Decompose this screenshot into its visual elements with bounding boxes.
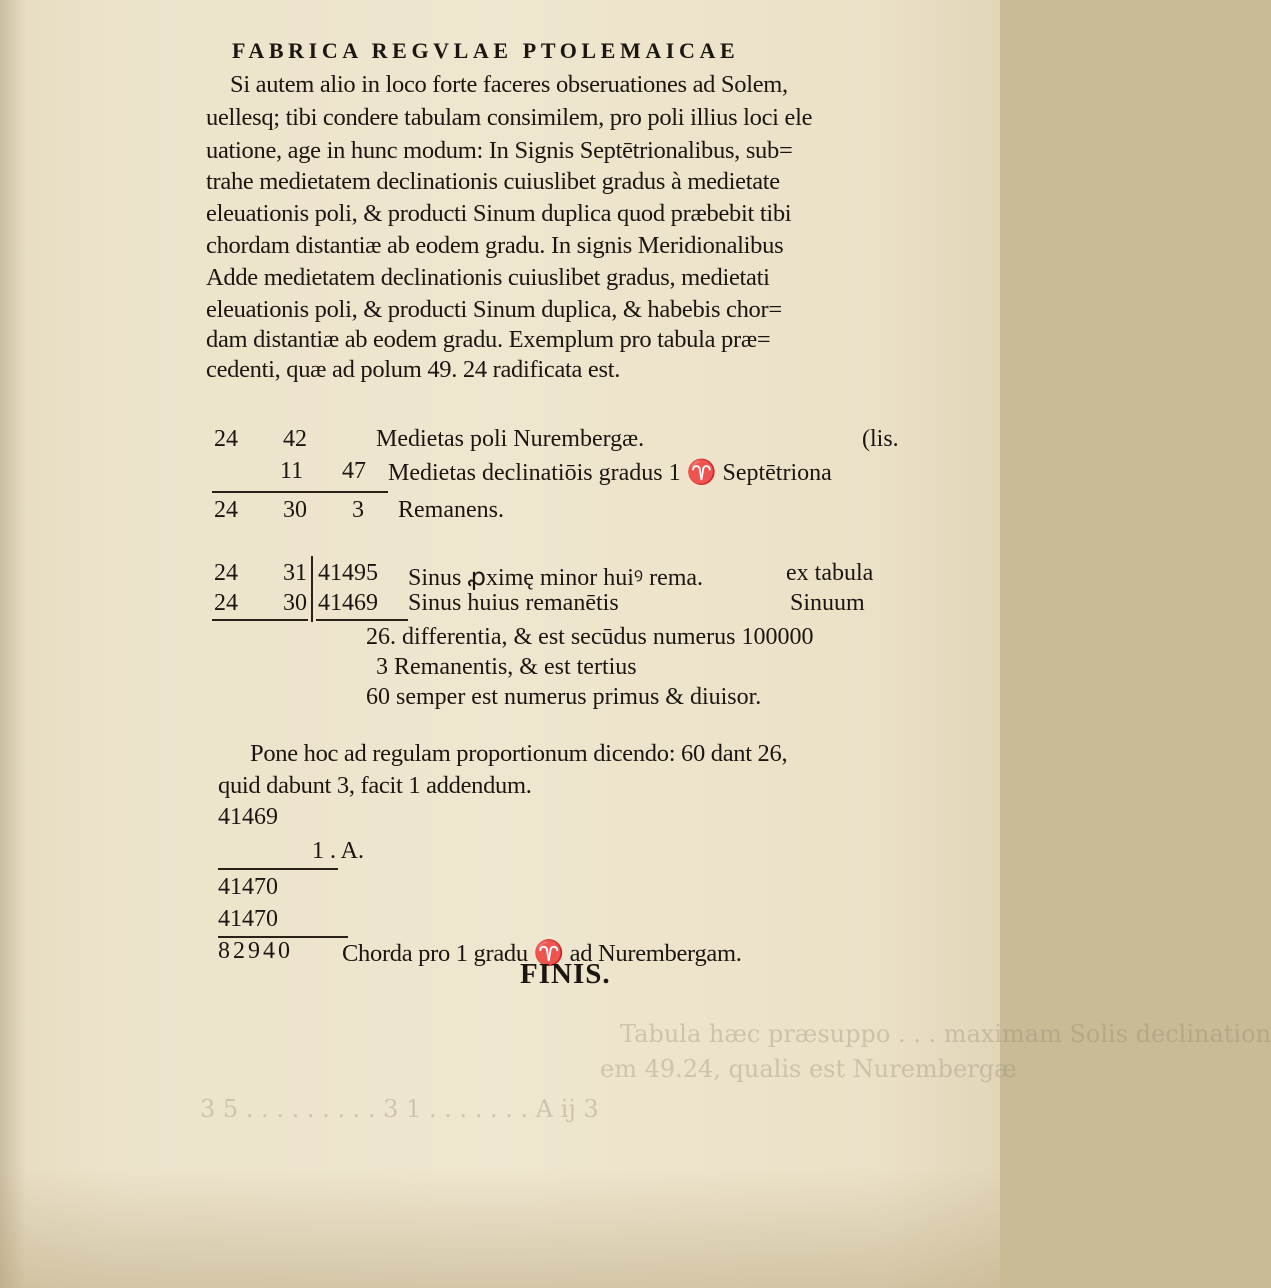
sum-rule [212, 491, 388, 493]
text-line: eleuationis poli, & producti Sinum duplica, & habebis chor= [206, 296, 782, 323]
show-through-text: Tabula hæc præsuppo . . . maximam Solis declination [620, 1020, 1271, 1048]
calc-line: 60 semper est numerus primus & diuisor. [366, 684, 762, 710]
calc-number: 1 . A. [312, 838, 365, 864]
text-line: eleuationis poli, & producti Sinum duplica quod præbebit tibi [206, 200, 792, 227]
column-rule [311, 556, 313, 622]
finis-colophon: FINIS. [520, 958, 611, 990]
text-line: quid dabunt 3, facit 1 addendum. [218, 772, 532, 799]
calc-number: 41469 [318, 590, 378, 616]
calc-label: Sinuum [790, 590, 865, 616]
calc-label: Sinus huius remanētis [408, 590, 619, 616]
text-line: dam distantiæ ab eodem gradu. Exemplum pro tabula præ= [206, 326, 771, 353]
calc-number: 42 [283, 426, 307, 452]
calc-label: (lis. [862, 426, 899, 452]
text-line: Adde medietatem declinationis cuiuslibet gradus, medietati [206, 264, 770, 291]
calc-label: Medietas declinatiōis gradus 1 ♈ Septētriona [388, 460, 832, 486]
calc-line: 26. differentia, & est secūdus numerus 100000 [366, 624, 814, 650]
page-edge-shading [0, 1168, 1000, 1288]
sum-rule [316, 619, 408, 621]
spine-shading [0, 0, 26, 1288]
sum-rule [218, 868, 338, 870]
calc-label: Medietas poli Nurembergæ. [376, 426, 645, 452]
calc-number: 30 [283, 497, 307, 523]
show-through-text: 3 5 . . . . . . . . . 3 1 . . . . . . . A ij 3 [200, 1095, 599, 1123]
text-line: cedenti, quæ ad polum 49. 24 radificata est. [206, 356, 621, 383]
calc-number: 31 [283, 560, 307, 586]
calc-number: 24 [214, 590, 238, 616]
text-line: Pone hoc ad regulam proportionum dicendo: 60 dant 26, [250, 740, 788, 767]
sum-rule [212, 619, 308, 621]
calc-number: 24 [214, 497, 238, 523]
text-line: chordam distantiæ ab eodem gradu. In signis Meridionalibus [206, 232, 784, 259]
text-line: Si autem alio in loco forte faceres obseruationes ad Solem, [230, 71, 788, 98]
calc-number: 41470 [218, 874, 278, 900]
text-line: uellesq; tibi condere tabulam consimilem, pro poli illius loci ele [206, 104, 813, 131]
calc-number: 24 [214, 560, 238, 586]
calc-number: 11 [280, 458, 304, 484]
calc-line: 3 Remanentis, & est tertius [376, 654, 637, 680]
text-line: trahe medietatem declinationis cuiuslibet gradus à medietate [206, 168, 780, 195]
calc-label: ex tabula [786, 560, 874, 586]
calc-number: 41469 [218, 804, 278, 830]
calc-number: 47 [342, 458, 366, 484]
text-line: Chorda pro 1 gradu ♈ ad Nurembergam. [342, 940, 742, 967]
calc-number: 3 [352, 497, 364, 523]
calc-number: 24 [214, 426, 238, 452]
running-header: FABRICA REGVLAE PTOLEMAICAE [232, 38, 740, 63]
text-line: uatione, age in hunc modum: In Signis Septētrionalibus, sub= [206, 137, 793, 164]
calc-number: 30 [283, 590, 307, 616]
calc-number: 41495 [318, 560, 378, 586]
calc-label: Remanens. [398, 497, 504, 523]
calc-number: 82940 [218, 938, 293, 964]
calc-number: 41470 [218, 906, 278, 932]
calc-label: Sinus ꝓximę minor huiꝰ rema. [408, 565, 704, 591]
show-through-text: em 49.24, qualis est Nurembergæ [600, 1055, 1017, 1083]
